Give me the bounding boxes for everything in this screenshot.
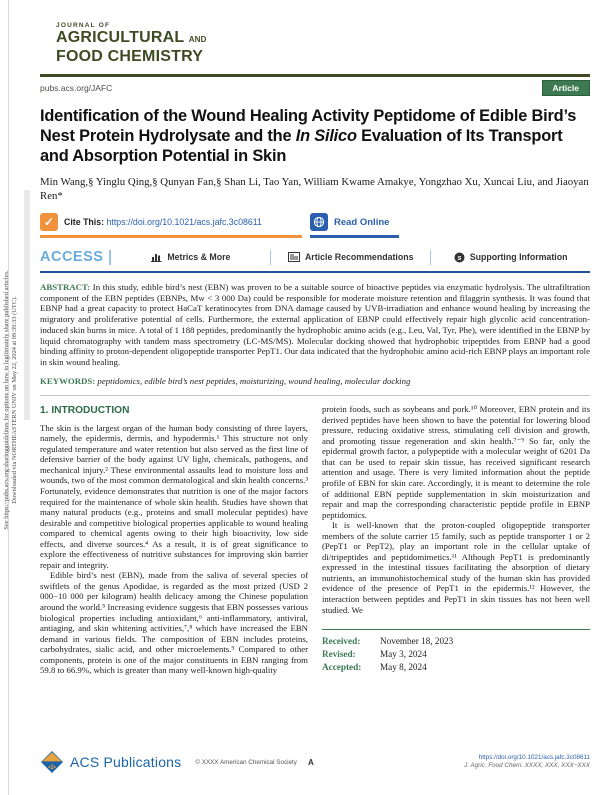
- download-notice-sidebar: [3, 170, 19, 630]
- abstract: [40, 282, 590, 368]
- cite-this-text: [64, 217, 262, 227]
- journal-and: AND: [188, 35, 207, 44]
- revised-label: Revised:: [322, 649, 356, 660]
- supporting-information-link[interactable]: s Supporting Information: [431, 252, 590, 263]
- access-bar: [40, 247, 590, 267]
- page-content: [40, 22, 590, 676]
- intro-paragraph-3: protein foods, such as soybeans and pork.¹⁰ Moreover, EBN protein and its derived peptides have been shown to have the potential for lowering blood pressure, reducing oxidative stress, stimulating cell division and growth, and promoting tissue regeneration and skin health.⁷⁻⁹ So far, only the epidermal growth factor, a polypeptide with a molecular weight of 6201 Da that can be used to repair skin tissue, has received significant research attention and usage. There is very limited information about the peptide profile of EBN for skin care. Accordingly, it is meant to determine the role of additional EBN peptide supplementation in skin moisturization and repair and map the corresponding characteristic peptide profile in EBNP peptidomics.: [322, 404, 590, 520]
- journal-kicker: JOURNAL OF: [56, 22, 111, 29]
- page-edge-shade: [24, 190, 30, 420]
- svg-text:•2•: •2•: [48, 765, 56, 771]
- intro-paragraph-2: Edible bird’s nest (EBN), made from the saliva of several species of swiftlets of the genus Apodidae, is regarded as the most prized (USD 2 000−10 000 per kilogram) health delicacy among the Chinese population around the world.⁵ Increasing evidence suggests that EBN possesses various biological properties including antioxidant,⁶ anti-inflammatory, antiviral, antiaging, and skin whitening activities,⁷,⁸ which have increased the EBN demand in various fields. The composition of EBN includes proteins, carbohydrates, sialic acid, and other microelements.⁹ Compared to other components, protein is one of the major constituents in EBN ranging from 59.8 to 66.9%, which is greater than many well-known high-quality: [40, 570, 308, 676]
- article-dates: [322, 629, 590, 674]
- cite-this-label: Cite This:: [64, 217, 105, 227]
- globe-icon: [310, 213, 328, 231]
- footer-doi-link[interactable]: https://doi.org/10.1021/acs.jafc.3c08611: [478, 754, 590, 761]
- journal-site-link[interactable]: pubs.acs.org/JAFC: [40, 83, 113, 93]
- access-rule: [40, 271, 590, 273]
- metrics-and-more-link[interactable]: Metrics & More: [111, 252, 270, 262]
- revised-row: [322, 648, 590, 661]
- journal-name-line2: FOOD CHEMISTRY: [56, 48, 204, 65]
- access-link[interactable]: ACCESS: [40, 249, 104, 265]
- bar-chart-icon: [151, 252, 162, 262]
- journal-name-line1: AGRICULTURAL AND: [56, 29, 207, 46]
- sharing-guidelines-line: See https://pubs.acs.org/sharingguidelines for options on how to legitimately share published articles.: [3, 270, 10, 530]
- accepted-row: [322, 661, 590, 674]
- keywords-label: KEYWORDS:: [40, 375, 96, 386]
- page-footer: [40, 750, 590, 774]
- site-row: [40, 80, 590, 96]
- cite-check-icon: ✓: [40, 213, 58, 231]
- read-online-link[interactable]: Read Online: [334, 216, 390, 228]
- abstract-text: In this study, edible bird’s nest (EBN) was proven to be a suitable source of bioactive peptides via enzymatic hydrolysis. The ultrafiltration component of the EBN peptides (EBNPs, Mw < 3 000 Da) could be responsible for moderate moisture retention and filaggrin synthesis. It was found that EBNP had a great capacity to protect HaCaT keratinocytes from DNA damage caused by UVB-irradiation and enhance wound healing by increasing the migratory and proliferative potential of cells. Furthermore, the external application of EBNP could effectively repair high glycolic acid concentration-induced skin burns in mice. A total of 1 188 peptides, predominantly the hydrophobic amino acids (e.g., Leu, Val, Tyr, Phe), were identified in the EBNP by liquid chromatography with tandem mass spectrometry (LC-MS/MS). Molecular docking showed that hydrophobic tripeptides from EBNP had a good binding affinity to proton-dependent oligopeptide transporter PepT1. Our data indicated that the hydrophobic amino acid-rich EBNP plays an important role in skin wound healing.: [40, 282, 590, 367]
- keywords-text: peptidomics, edible bird’s nest peptides, moisturizing, wound healing, molecular docking: [95, 375, 411, 386]
- cite-bar: [40, 213, 590, 238]
- doi-link[interactable]: https://doi.org/10.1021/acs.jafc.3c08611: [106, 217, 262, 227]
- right-column: [322, 404, 590, 676]
- left-column: [40, 404, 308, 676]
- accepted-label: Accepted:: [322, 662, 362, 673]
- cite-this-group: [40, 213, 302, 238]
- intro-paragraph-1: The skin is the largest organ of the human body consisting of three layers, namely, the epidermis, dermis, and hypodermis.¹ This structure not only regulated temperature and water retention but also served as the first line of defensive barrier of the body against UV light, chemicals, pathogens, and mechanical injury.² These environmental assaults lead to moisture loss and wounds, two of the most common dermatological and skin health concerns.³ Fortunately, evidence demonstrates that nutrition is one of the major factors required for the maintenance of whole skin health. Studies have shown that many natural products (e.g., proteins and small molecular peptides) have desirable and competitive biological properties applicable to wound healing compared to chemical agents owing to their high bioactivity, low side effects, and diverse sources.⁴ As a result, it is of great significance to explore the effectiveness of nutritive substances for improving skin barrier repair and integrity.: [40, 422, 308, 570]
- journal-masthead: [56, 22, 590, 65]
- title-italic-part: In Silico: [295, 127, 357, 145]
- revised-date: May 3, 2024: [380, 649, 427, 660]
- acs-publications-label: ACS Publications: [70, 754, 182, 770]
- received-label: Received:: [322, 636, 361, 647]
- footer-citation-block: [464, 754, 590, 770]
- acs-publications-logo: [40, 750, 181, 774]
- article-type-badge: Article: [542, 80, 590, 96]
- keywords: [40, 376, 590, 387]
- downloaded-via-line: Downloaded via NORTHEASTERN UNIV on May 22, 2024 at 09:39:33 (UTC).: [11, 296, 18, 504]
- svg-text:s: s: [457, 252, 462, 262]
- received-date: November 18, 2023: [380, 636, 454, 647]
- abstract-label: ABSTRACT:: [40, 282, 91, 292]
- recommendations-icon: [288, 252, 300, 262]
- page-number: A: [308, 758, 314, 767]
- footer-journal-citation: J. Agric. Food Chem. XXXX, XXX, XXX−XXX: [464, 762, 590, 769]
- masthead-rule: [40, 74, 590, 77]
- article-body: [40, 404, 590, 676]
- accepted-date: May 8, 2024: [380, 662, 427, 673]
- article-recommendations-link[interactable]: Article Recommendations: [271, 252, 430, 262]
- introduction-heading: 1. INTRODUCTION: [40, 405, 130, 417]
- copyright-text: © XXXX American Chemical Society: [195, 758, 297, 766]
- read-online-group[interactable]: [310, 213, 399, 238]
- intro-paragraph-4: It is well-known that the proton-coupled oligopeptide transporter members of the solute carrier 15 family, such as peptide transporter 1 or 2 (PepT1 or PepT2), play an important role in the cellular uptake of di/tripeptides and peptidomimetics.¹¹ Although PepT1 is predominantly expressed in the intestinal tissues facilitating the absorption of dietary nutrients, an immunohistochemical study of the human skin has provided evidence of the presence of PepT1 in the epidermis.¹² However, the interaction between peptides and PepT1 in skin tissues has not been well studied. We: [322, 520, 590, 615]
- section-divider: [40, 395, 590, 396]
- article-title: Identification of the Wound Healing Activity Peptidome of Edible Bird’s Nest Protein Hydrolysate and the In Silico Evaluation of Its Transport and Absorption Potential in Skin: [40, 107, 577, 165]
- received-row: [322, 635, 590, 648]
- acs-diamond-icon: [40, 750, 64, 774]
- supporting-info-icon: [454, 252, 465, 263]
- author-list: Min Wang,§ Yinglu Qing,§ Qunyan Fan,§ Shan Li, Tao Yan, William Kwame Amakye, Yongzhao Xu, Xuncai Liu, and Jiaoyan Ren*: [40, 176, 589, 202]
